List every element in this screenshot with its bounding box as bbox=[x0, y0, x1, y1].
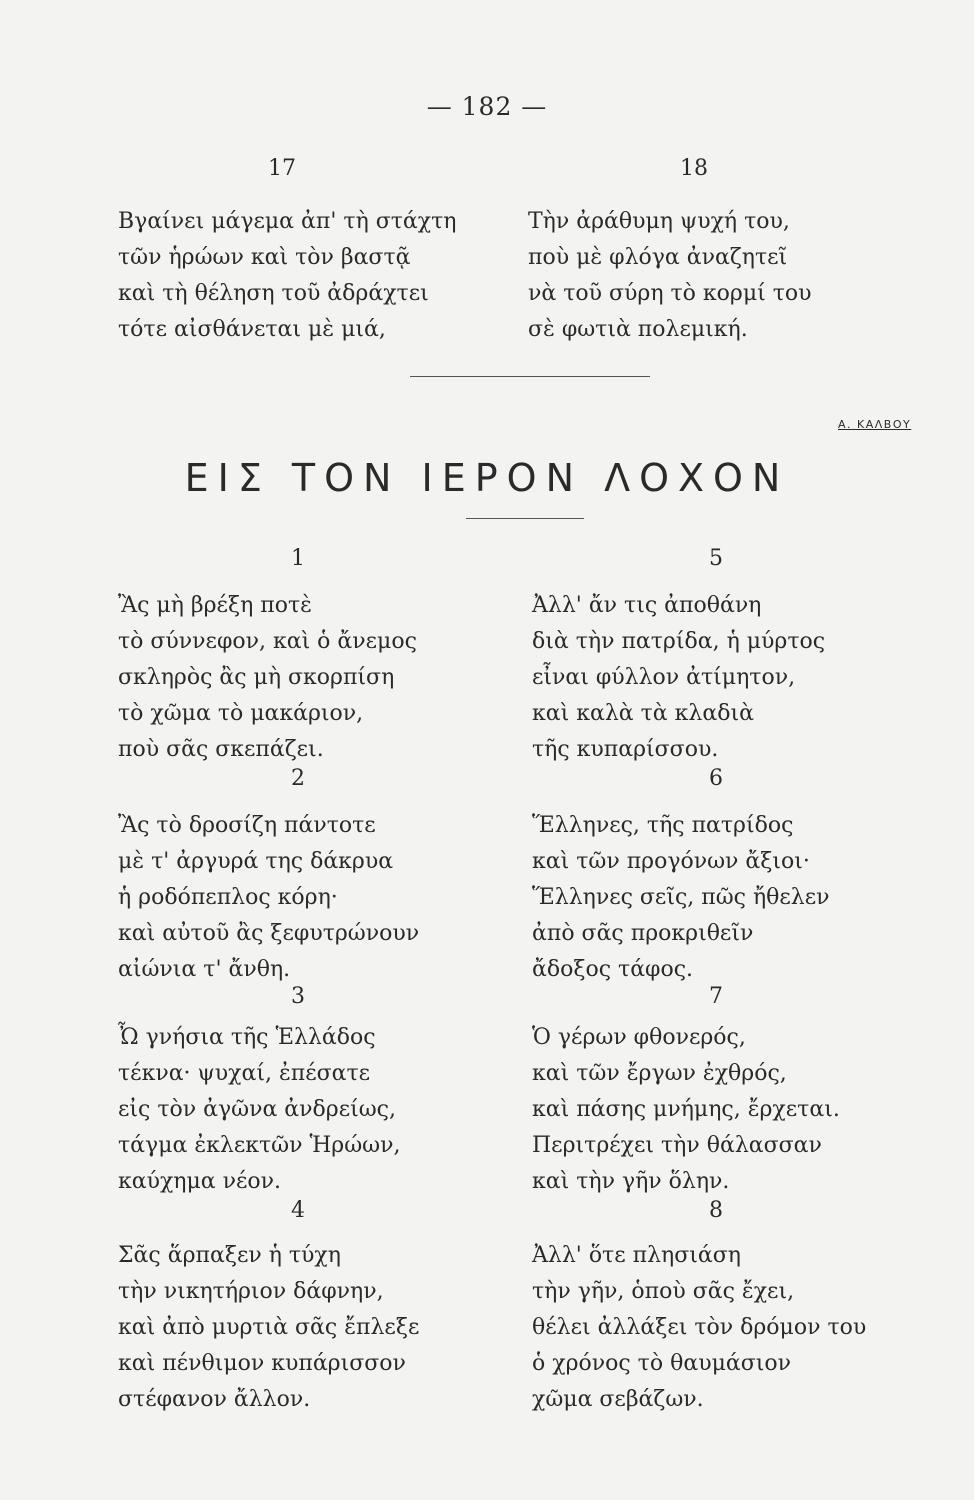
stanza bbox=[532, 808, 830, 988]
verse-line: ποὺ μὲ φλόγα ἀναζητεῖ bbox=[528, 245, 788, 270]
verse-line: ἡ ροδόπεπλος κόρη· bbox=[118, 885, 338, 910]
author-name: Α. ΚΑΛΒΟΥ bbox=[838, 418, 912, 431]
verse-line: καὶ τῶν ἔργων ἐχθρός, bbox=[532, 1061, 787, 1086]
verse-line: εἶναι φύλλον ἀτίμητον, bbox=[532, 665, 796, 690]
verse-line: Περιτρέχει τὴν θάλασσαν bbox=[532, 1133, 822, 1158]
verse-line: Τὴν ἀράθυμη ψυχή του, bbox=[528, 209, 790, 234]
stanza bbox=[118, 1238, 419, 1418]
verse-line: καὶ πένθιμον κυπάρισσον bbox=[118, 1351, 406, 1376]
stanza-number: 8 bbox=[709, 1198, 723, 1223]
verse-line: καὶ καλὰ τὰ κλαδιὰ bbox=[532, 701, 754, 726]
verse-line: Ὦ γνήσια τῆς Ἑλλάδος bbox=[118, 1025, 376, 1050]
verse-line: καὶ τὴν γῆν ὅλην. bbox=[532, 1169, 730, 1194]
verse-line: Σᾶς ἅρπαξεν ἡ τύχη bbox=[118, 1243, 341, 1268]
verse-line: σκληρὸς ἂς μὴ σκορπίση bbox=[118, 665, 395, 690]
verse-line: καὶ τῶν προγόνων ἄξιοι· bbox=[532, 849, 810, 874]
verse-line: καὶ ἀπὸ μυρτιὰ σᾶς ἔπλεξε bbox=[118, 1315, 420, 1340]
verse-line: ποὺ σᾶς σκεπάζει. bbox=[118, 737, 324, 762]
verse-line: καύχημα νέον. bbox=[118, 1169, 282, 1194]
verse-line: ἀπὸ σᾶς προκριθεῖν bbox=[532, 921, 754, 946]
stanza bbox=[118, 1020, 400, 1200]
verse-line: τὸ χῶμα τὸ μακάριον, bbox=[118, 701, 364, 726]
stanza bbox=[532, 588, 825, 768]
verse-line: σὲ φωτιὰ πολεμική. bbox=[528, 317, 748, 342]
verse-line: τὴν νικητήριον δάφνην, bbox=[118, 1279, 384, 1304]
stanza bbox=[118, 204, 456, 348]
verse-line: Ὁ γέρων φθονερός, bbox=[532, 1025, 746, 1050]
verse-line: θέλει ἀλλάξει τὸν δρόμον του bbox=[532, 1315, 867, 1340]
verse-line: στέφανον ἄλλον. bbox=[118, 1387, 311, 1412]
verse-line: διὰ τὴν πατρίδα, ἡ μύρτος bbox=[532, 629, 826, 654]
verse-line: τάγμα ἐκλεκτῶν Ἡρώων, bbox=[118, 1133, 401, 1158]
stanza bbox=[532, 1238, 866, 1418]
page-number: — 182 — bbox=[426, 92, 548, 121]
stanza bbox=[532, 1020, 840, 1200]
verse-line: Ἕλληνες, τῆς πατρίδος bbox=[532, 813, 794, 838]
verse-line: εἰς τὸν ἀγῶνα ἀνδρείως, bbox=[118, 1097, 396, 1122]
verse-line: ἄδοξος τάφος. bbox=[532, 957, 694, 982]
verse-line: καὶ τὴ θέληση τοῦ ἀδράχτει bbox=[118, 281, 429, 306]
stanza-number: 4 bbox=[291, 1198, 305, 1223]
stanza bbox=[528, 204, 812, 348]
stanza bbox=[118, 808, 419, 988]
verse-line: Βγαίνει μάγεμα ἀπ' τὴ στάχτη bbox=[118, 209, 457, 234]
verse-line: νὰ τοῦ σύρη τὸ κορμί του bbox=[528, 281, 812, 306]
title-underline bbox=[466, 518, 584, 519]
verse-line: Ἀλλ' ὅτε πλησιάση bbox=[532, 1243, 741, 1268]
verse-line: καὶ αὐτοῦ ἂς ξεφυτρώνουν bbox=[118, 921, 420, 946]
verse-line: τῶν ἡρώων καὶ τὸν βαστᾷ bbox=[118, 245, 411, 270]
stanza-number: 7 bbox=[709, 984, 723, 1009]
verse-line: Ἂς τὸ δροσίζη πάντοτε bbox=[118, 813, 376, 838]
verse-line: ὁ χρόνος τὸ θαυμάσιον bbox=[532, 1351, 791, 1376]
verse-line: τότε αἰσθάνεται μὲ μιά, bbox=[118, 317, 386, 342]
stanza-number: 18 bbox=[680, 156, 708, 181]
verse-line: τὴν γῆν, ὁποὺ σᾶς ἔχει, bbox=[532, 1279, 795, 1304]
verse-line: μὲ τ' ἀργυρά της δάκρυα bbox=[118, 849, 394, 874]
verse-line: Ἀλλ' ἄν τις ἀποθάνη bbox=[532, 593, 762, 618]
verse-line: τῆς κυπαρίσσου. bbox=[532, 737, 719, 762]
verse-line: τὸ σύννεφον, καὶ ὁ ἄνεμος bbox=[118, 629, 417, 654]
verse-line: χῶμα σεβάζων. bbox=[532, 1387, 704, 1412]
verse-line: Ἕλληνες σεῖς, πῶς ἤθελεν bbox=[532, 885, 830, 910]
section-divider bbox=[410, 376, 650, 377]
stanza bbox=[118, 588, 417, 768]
poem-title: ΕΙΣ ΤΟΝ ΙΕΡΟΝ ΛΟΧΟΝ bbox=[184, 456, 790, 500]
verse-line: αἰώνια τ' ἄνθη. bbox=[118, 957, 291, 982]
stanza-number: 6 bbox=[709, 766, 723, 791]
stanza-number: 1 bbox=[291, 546, 305, 571]
stanza-number: 17 bbox=[268, 156, 296, 181]
stanza-number: 2 bbox=[291, 766, 305, 791]
verse-line: καὶ πάσης μνήμης, ἔρχεται. bbox=[532, 1097, 840, 1122]
verse-line: τέκνα· ψυχαί, ἐπέσατε bbox=[118, 1061, 371, 1086]
stanza-number: 5 bbox=[709, 546, 723, 571]
stanza-number: 3 bbox=[291, 984, 305, 1009]
verse-line: Ἂς μὴ βρέξη ποτὲ bbox=[118, 593, 312, 618]
